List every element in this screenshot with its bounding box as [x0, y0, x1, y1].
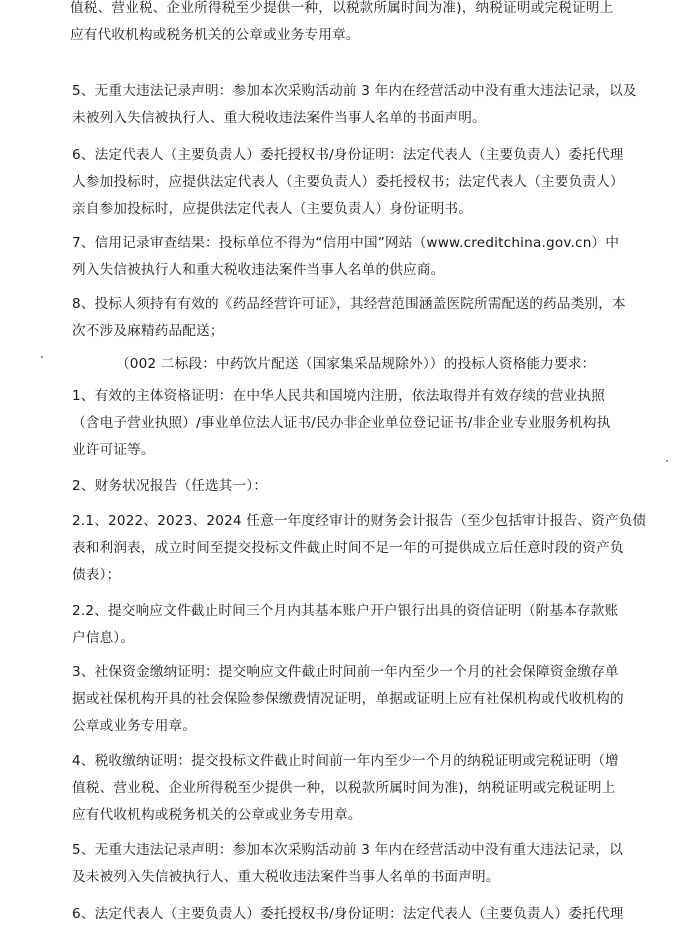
section-heading: （002 二标段：中药饮片配送（国家集采品规除外））的投标人资格能力要求： — [116, 356, 596, 372]
text-line: 亲自参加投标时，应提供法定代表人（主要负责人）身份证明书。 — [72, 201, 473, 217]
text-line: 8、投标人须持有有效的《药品经营许可证》，其经营范围涵盖医院所需配送的药品类别，本 — [72, 296, 626, 312]
text-line: 业许可证等。 — [72, 442, 155, 458]
text-line: 户信息）。 — [72, 630, 135, 646]
text-line: 4、税收缴纳证明：提交投标文件截止时间前一年内至少一个月的纳税证明或完税证明（增 — [72, 753, 619, 769]
text-line: 5、无重大违法记录声明：参加本次采购活动前 3 年内在经营活动中没有重大违法记录，以及 — [72, 83, 637, 99]
text-line: （含电子营业执照）/事业单位法人证书/民办非企业单位登记证书/非企业专业服务机构执 — [72, 415, 611, 431]
text-line: 2.1、2022、2023、2024 任意一年度经审计的财务会计报告（至少包括审计报告、资产负债 — [72, 513, 647, 529]
text-line: 2.2、提交响应文件截止时间三个月内其基本账户开户银行出具的资信证明（附基本存款账 — [72, 603, 619, 619]
text-line: 3、社保资金缴纳证明：提交响应文件截止时间前一年内至少一个月的社会保障资金缴存单 — [72, 664, 619, 680]
text-line: 值税、营业税、企业所得税至少提供一种，以税款所属时间为准)，纳税证明或完税证明上 — [70, 0, 614, 16]
text-line: 及未被列入失信被执行人、重大税收违法案件当事人名单的书面声明。 — [72, 869, 500, 885]
text-line: 应有代收机构或税务机关的公章或业务专用章。 — [70, 27, 360, 43]
text-line: 次不涉及麻精药品配送； — [72, 323, 224, 339]
text-line: 1、有效的主体资格证明：在中华人民共和国境内注册，依法取得并有效存续的营业执照 — [72, 388, 606, 404]
text-line: 人参加投标时，应提供法定代表人（主要负责人）委托授权书；法定代表人（主要负责人） — [72, 174, 624, 190]
text-line: 债表）； — [72, 567, 121, 583]
text-line: 5、无重大违法记录声明：参加本次采购活动前 3 年内在经营活动中没有重大违法记录，以 — [72, 842, 623, 858]
text-line: 表和利润表，成立时间至提交投标文件截止时间不足一年的可提供成立后任意时段的资产负 — [72, 540, 624, 556]
text-line: 列入失信被执行人和重大税收违法案件当事人名单的供应商。 — [72, 262, 445, 278]
scan-speck — [41, 356, 43, 358]
text-line: 应有代收机构或税务机关的公章或业务专用章。 — [72, 807, 362, 823]
scan-speck — [666, 460, 668, 462]
text-line: 值税、营业税、企业所得税至少提供一种，以税款所属时间为准)，纳税证明或完税证明上 — [72, 780, 616, 796]
text-line: 据或社保机构开具的社会保险参保缴费情况证明，单据或证明上应有社保机构或代收机构的 — [72, 691, 624, 707]
text-line: 未被列入失信被执行人、重大税收违法案件当事人名单的书面声明。 — [72, 110, 486, 126]
text-line: 6、法定代表人（主要负责人）委托授权书/身份证明：法定代表人（主要负责人）委托代理 — [72, 147, 624, 163]
text-line: 公章或业务专用章。 — [72, 718, 197, 734]
text-line: 7、信用记录审查结果：投标单位不得为“信用中国”网站（www.creditchina.gov.cn）中 — [72, 235, 620, 251]
text-line: 6、法定代表人（主要负责人）委托授权书/身份证明：法定代表人（主要负责人）委托代理 — [72, 906, 624, 922]
text-line: 2、财务状况报告（任选其一）： — [72, 478, 268, 494]
